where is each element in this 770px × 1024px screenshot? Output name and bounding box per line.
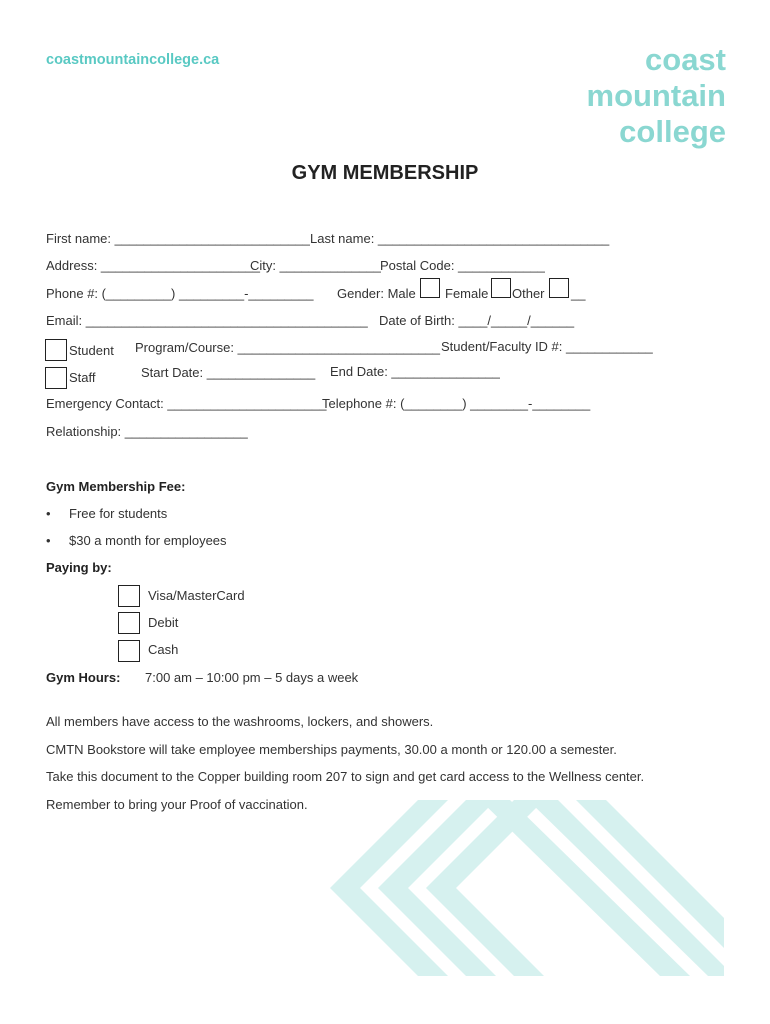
- website-link[interactable]: coastmountaincollege.ca: [46, 52, 220, 68]
- student-label: Student: [69, 343, 114, 358]
- note-line: All members have access to the washrooms, lockers, and showers.: [46, 714, 434, 729]
- bullet-icon: •: [46, 533, 51, 548]
- note-line: CMTN Bookstore will take employee memberships payments, 30.00 a month or 120.00 a semester.: [46, 742, 617, 757]
- logo-line: college: [619, 114, 726, 149]
- end-date-field[interactable]: End Date: _______________: [330, 364, 500, 379]
- student-id-field[interactable]: Student/Faculty ID #: ____________: [441, 339, 653, 354]
- fee-item: $30 a month for employees: [69, 533, 227, 548]
- gender-male-checkbox[interactable]: [420, 278, 440, 298]
- telephone-field[interactable]: Telephone #: (________) ________-________: [322, 396, 591, 411]
- logo-line: mountain: [586, 78, 726, 113]
- paying-heading: Paying by:: [46, 560, 112, 575]
- phone-field[interactable]: Phone #: (_________) _________-_________: [46, 286, 314, 301]
- gender-other-line[interactable]: __: [571, 286, 586, 301]
- relationship-field[interactable]: Relationship: _________________: [46, 424, 248, 439]
- payment-option-label: Debit: [148, 615, 179, 630]
- staff-checkbox[interactable]: [45, 367, 67, 389]
- gym-hours-value: 7:00 am – 10:00 pm – 5 days a week: [145, 670, 359, 685]
- gender-other-checkbox[interactable]: [549, 278, 569, 298]
- gender-other-label: Other: [512, 286, 545, 301]
- address-field[interactable]: Address: ______________________: [46, 258, 260, 273]
- gym-hours-label: Gym Hours:: [46, 670, 121, 685]
- email-field[interactable]: Email: _______________________________________: [46, 313, 368, 328]
- watermark-stripe-shape: [576, 800, 724, 948]
- note-line: Remember to bring your Proof of vaccination.: [46, 797, 308, 812]
- staff-label: Staff: [69, 370, 96, 385]
- gender-female-checkbox[interactable]: [491, 278, 511, 298]
- debit-checkbox[interactable]: [118, 612, 140, 634]
- cash-checkbox[interactable]: [118, 640, 140, 662]
- fee-heading: Gym Membership Fee:: [46, 479, 186, 494]
- mountain-watermark-icon: [330, 800, 730, 980]
- college-logo: [587, 42, 727, 150]
- city-field[interactable]: City: ______________: [250, 258, 381, 273]
- date-of-birth-field[interactable]: Date of Birth: ____/_____/______: [379, 313, 575, 328]
- postal-code-field[interactable]: Postal Code: ____________: [380, 258, 545, 273]
- fee-item: Free for students: [69, 506, 168, 521]
- emergency-contact-field[interactable]: Emergency Contact: ______________________: [46, 396, 327, 411]
- start-date-field[interactable]: Start Date: _______________: [141, 365, 316, 380]
- student-checkbox[interactable]: [45, 339, 67, 361]
- logo-line: coast: [645, 42, 726, 77]
- bullet-icon: •: [46, 506, 51, 521]
- page-title: GYM MEMBERSHIP: [291, 162, 479, 184]
- first-name-field[interactable]: First name: ___________________________: [46, 231, 310, 246]
- last-name-field[interactable]: Last name: ________________________________: [310, 231, 610, 246]
- visa-mastercard-checkbox[interactable]: [118, 585, 140, 607]
- program-field[interactable]: Program/Course: ____________________________: [135, 340, 441, 355]
- gender-female-label: Female: [445, 286, 489, 301]
- gender-label: Gender: Male: [337, 286, 416, 301]
- payment-option-label: Visa/MasterCard: [148, 588, 245, 603]
- payment-option-label: Cash: [148, 642, 179, 657]
- note-line: Take this document to the Copper building room 207 to sign and get card access to the Wellness center.: [46, 769, 645, 784]
